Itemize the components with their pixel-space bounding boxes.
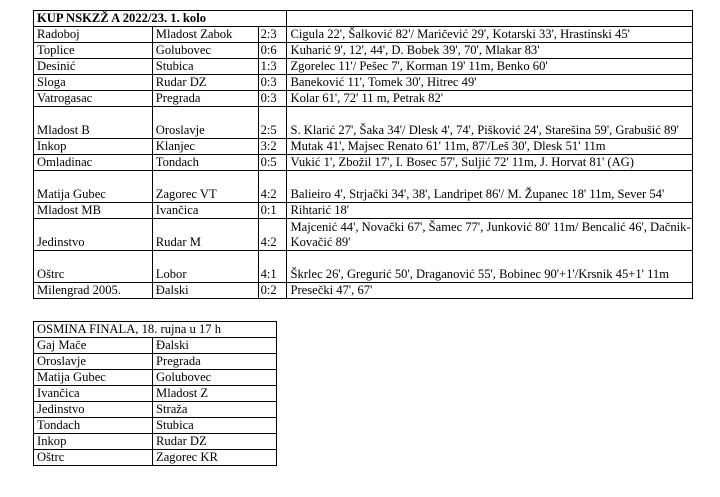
match-row	[34, 75, 693, 91]
pairing-row	[34, 386, 277, 402]
score-cell: 0:3	[258, 75, 287, 91]
away-team-cell: Golubovec	[152, 43, 258, 59]
match-row	[34, 155, 693, 171]
home-team-cell: Tondach	[34, 418, 153, 434]
match-row	[34, 107, 693, 139]
score-cell: 2:3	[258, 27, 287, 43]
match-row	[34, 91, 693, 107]
score-cell: 0:1	[258, 203, 287, 219]
home-team-cell: Matija Gubec	[34, 370, 153, 386]
match-row	[34, 43, 693, 59]
score-cell: 2:5	[258, 107, 287, 139]
away-team-cell: Rudar DZ	[153, 434, 277, 450]
scorers-cell: Kuharić 9', 12', 44', D. Bobek 39', 70', Mlakar 83'	[287, 43, 693, 59]
away-team-cell: Rudar M	[152, 219, 258, 251]
home-team-cell: Omladinac	[34, 155, 153, 171]
home-team-cell: Oroslavje	[34, 354, 153, 370]
home-team-cell: Jedinstvo	[34, 402, 153, 418]
home-team-cell: Inkop	[34, 434, 153, 450]
table-title-row	[34, 11, 693, 27]
home-team-cell: Oštrc	[34, 251, 153, 283]
away-team-cell: Zagorec VT	[152, 171, 258, 203]
home-team-cell: Jedinstvo	[34, 219, 153, 251]
away-team-cell: Ivančica	[152, 203, 258, 219]
score-cell: 4:1	[258, 251, 287, 283]
match-row	[34, 203, 693, 219]
away-team-cell: Golubovec	[153, 370, 277, 386]
score-cell: 3:2	[258, 139, 287, 155]
match-row	[34, 219, 693, 251]
away-team-cell: Đalski	[153, 338, 277, 354]
home-team-cell: Ivančica	[34, 386, 153, 402]
away-team-cell: Mladost Z	[153, 386, 277, 402]
score-cell: 4:2	[258, 219, 287, 251]
pairing-row	[34, 370, 277, 386]
scorers-cell: Zgorelec 11'/ Pešec 7', Korman 19' 11m, Benko 60'	[287, 59, 693, 75]
pairing-row	[34, 434, 277, 450]
round2-title: OSMINA FINALA, 18. rujna u 17 h	[34, 322, 277, 338]
home-team-cell: Toplice	[34, 43, 153, 59]
home-team-cell: Mladost MB	[34, 203, 153, 219]
away-team-cell: Pregrada	[152, 91, 258, 107]
pairing-row	[34, 354, 277, 370]
home-team-cell: Milengrad 2005.	[34, 283, 153, 299]
away-team-cell: Oroslavje	[152, 107, 258, 139]
scorers-cell: Vukić 1', Zbožil 17', I. Bosec 57', Suljić 72' 11m, J. Horvat 81' (AG)	[287, 155, 693, 171]
match-row	[34, 59, 693, 75]
pairing-row	[34, 450, 277, 466]
home-team-cell: Matija Gubec	[34, 171, 153, 203]
scorers-cell: Balieiro 4', Strjački 34', 38', Landripet 86'/ M. Županec 18' 11m, Sever 54'	[287, 171, 693, 203]
scorers-cell: Mutak 41', Majsec Renato 61' 11m, 87'/Leš 30', Dlesk 51' 11m	[287, 139, 693, 155]
match-row	[34, 27, 693, 43]
score-cell: 4:2	[258, 171, 287, 203]
away-team-cell: Mladost Zabok	[152, 27, 258, 43]
pairing-row	[34, 402, 277, 418]
table-title-row	[34, 322, 277, 338]
score-cell: 0:3	[258, 91, 287, 107]
away-team-cell: Zagorec KR	[153, 450, 277, 466]
scorers-cell: Kolar 61', 72' 11 m, Petrak 82'	[287, 91, 693, 107]
scorers-cell: S. Klarić 27', Šaka 34'/ Dlesk 4', 74', Pišković 24', Starešina 59', Grabušić 89'	[287, 107, 693, 139]
score-cell: 1:3	[258, 59, 287, 75]
away-team-cell: Rudar DZ	[152, 75, 258, 91]
round-of-16-table	[33, 321, 277, 466]
score-cell: 0:6	[258, 43, 287, 59]
pairing-row	[34, 418, 277, 434]
home-team-cell: Desinić	[34, 59, 153, 75]
home-team-cell: Sloga	[34, 75, 153, 91]
home-team-cell: Mladost B	[34, 107, 153, 139]
away-team-cell: Pregrada	[153, 354, 277, 370]
scorers-cell: Presečki 47', 67'	[287, 283, 693, 299]
score-cell: 0:2	[258, 283, 287, 299]
pairing-row	[34, 338, 277, 354]
first-round-table	[33, 10, 693, 299]
away-team-cell: Tondach	[152, 155, 258, 171]
match-row	[34, 251, 693, 283]
scorers-cell: Cigula 22', Šalković 82'/ Maričević 29', Kotarski 33', Hrastinski 45'	[287, 27, 693, 43]
match-row	[34, 283, 693, 299]
away-team-cell: Stubica	[153, 418, 277, 434]
round1-title: KUP NSKZŽ A 2022/23. 1. kolo	[34, 11, 287, 27]
away-team-cell: Lobor	[152, 251, 258, 283]
scorers-cell: Majcenić 44', Novački 67', Šamec 77', Junković 80' 11m/ Bencalić 46', Dačnik-Kovačić 89'	[287, 219, 693, 251]
scorers-cell: Rihtarić 18'	[287, 203, 693, 219]
scorers-cell: Baneković 11', Tomek 30', Hitrec 49'	[287, 75, 693, 91]
away-team-cell: Klanjec	[152, 139, 258, 155]
away-team-cell: Stubica	[152, 59, 258, 75]
home-team-cell: Vatrogasac	[34, 91, 153, 107]
away-team-cell: Straža	[153, 402, 277, 418]
away-team-cell: Đalski	[152, 283, 258, 299]
home-team-cell: Oštrc	[34, 450, 153, 466]
home-team-cell: Radoboj	[34, 27, 153, 43]
home-team-cell: Gaj Mače	[34, 338, 153, 354]
score-cell: 0:5	[258, 155, 287, 171]
scorers-cell: Škrlec 26', Gregurić 50', Draganović 55', Bobinec 90'+1'/Krsnik 45+1' 11m	[287, 251, 693, 283]
match-row	[34, 171, 693, 203]
home-team-cell: Inkop	[34, 139, 153, 155]
title-empty-cell	[287, 11, 693, 27]
match-row	[34, 139, 693, 155]
